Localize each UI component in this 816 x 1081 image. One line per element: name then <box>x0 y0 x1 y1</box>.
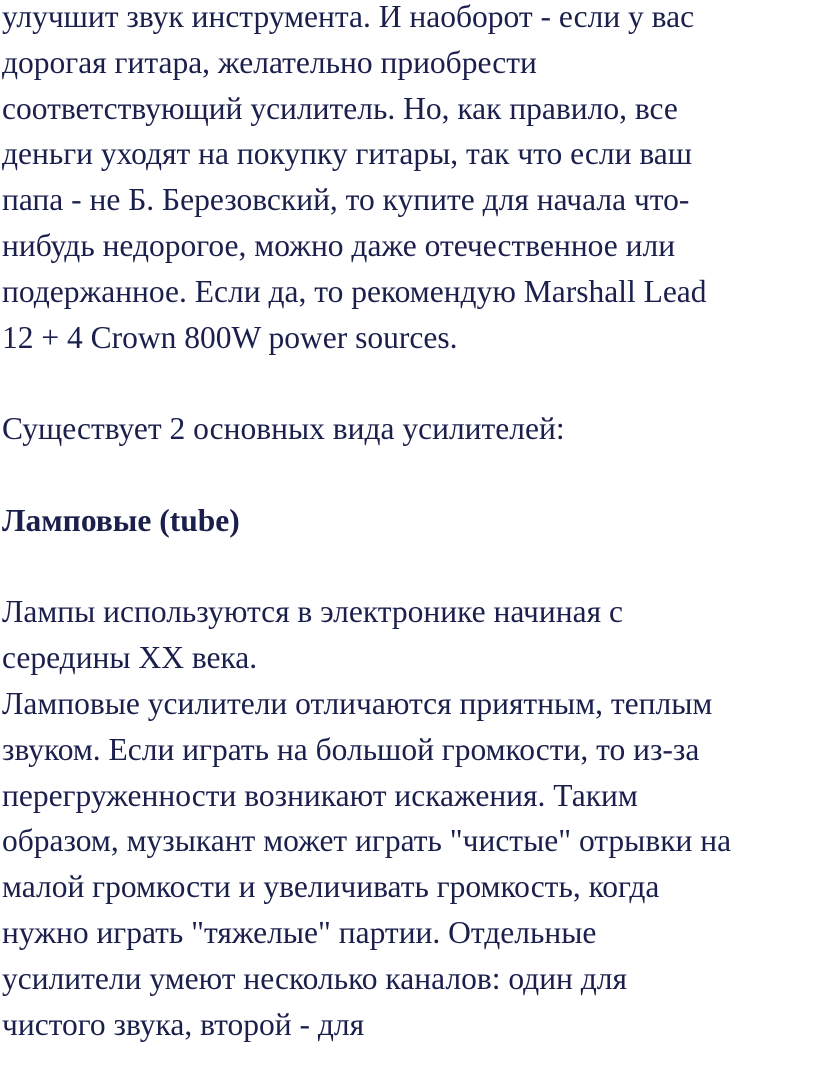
text-line: подержанное. Если да, то рекомендую Marshall Lead <box>2 273 707 309</box>
paragraph-amplifier-types <box>2 406 814 452</box>
text-line: малой громкости и увеличивать громкость, когда <box>2 869 660 905</box>
heading-tube: Ламповые (tube) <box>2 502 240 538</box>
paragraph-spacer <box>2 544 814 590</box>
text-line: улучшит звук инструмента. И наоборот - если у вас <box>2 0 695 34</box>
document-page <box>2 0 814 1047</box>
text-line: середины XX века. <box>2 640 258 676</box>
paragraph-spacer <box>2 360 814 406</box>
paragraph-tube-sound <box>2 681 814 1047</box>
text-line: Лампы используются в электронике начиная с <box>2 594 623 630</box>
text-line: Существует 2 основных вида усилителей: <box>2 411 565 447</box>
text-line: папа - не Б. Березовский, то купите для начала что- <box>2 182 690 218</box>
paragraph-tube-history <box>2 589 814 681</box>
paragraph-amplifier-choice <box>2 0 814 360</box>
text-line: 12 + 4 Crown 800W power sources. <box>2 319 458 355</box>
section-heading <box>2 498 814 544</box>
text-line: деньги уходят на покупку гитары, так что если ваш <box>2 136 693 172</box>
text-line: Ламповые усилители отличаются приятным, теплым <box>2 685 713 721</box>
text-line: нужно играть "тяжелые" партии. Отдельные <box>2 914 597 950</box>
text-line: перегруженности возникают искажения. Таким <box>2 777 638 813</box>
text-line: дорогая гитара, желательно приобрести <box>2 44 537 80</box>
text-line: чистого звука, второй - для <box>2 1006 365 1042</box>
text-line: образом, музыкант может играть "чистые" отрывки на <box>2 823 732 859</box>
text-line: нибудь недорогое, можно даже отечественное или <box>2 227 676 263</box>
text-line: звуком. Если играть на большой громкости, то из-за <box>2 731 700 767</box>
text-line: усилители умеют несколько каналов: один для <box>2 960 628 996</box>
paragraph-spacer <box>2 452 814 498</box>
text-line: соответствующий усилитель. Но, как правило, все <box>2 90 678 126</box>
